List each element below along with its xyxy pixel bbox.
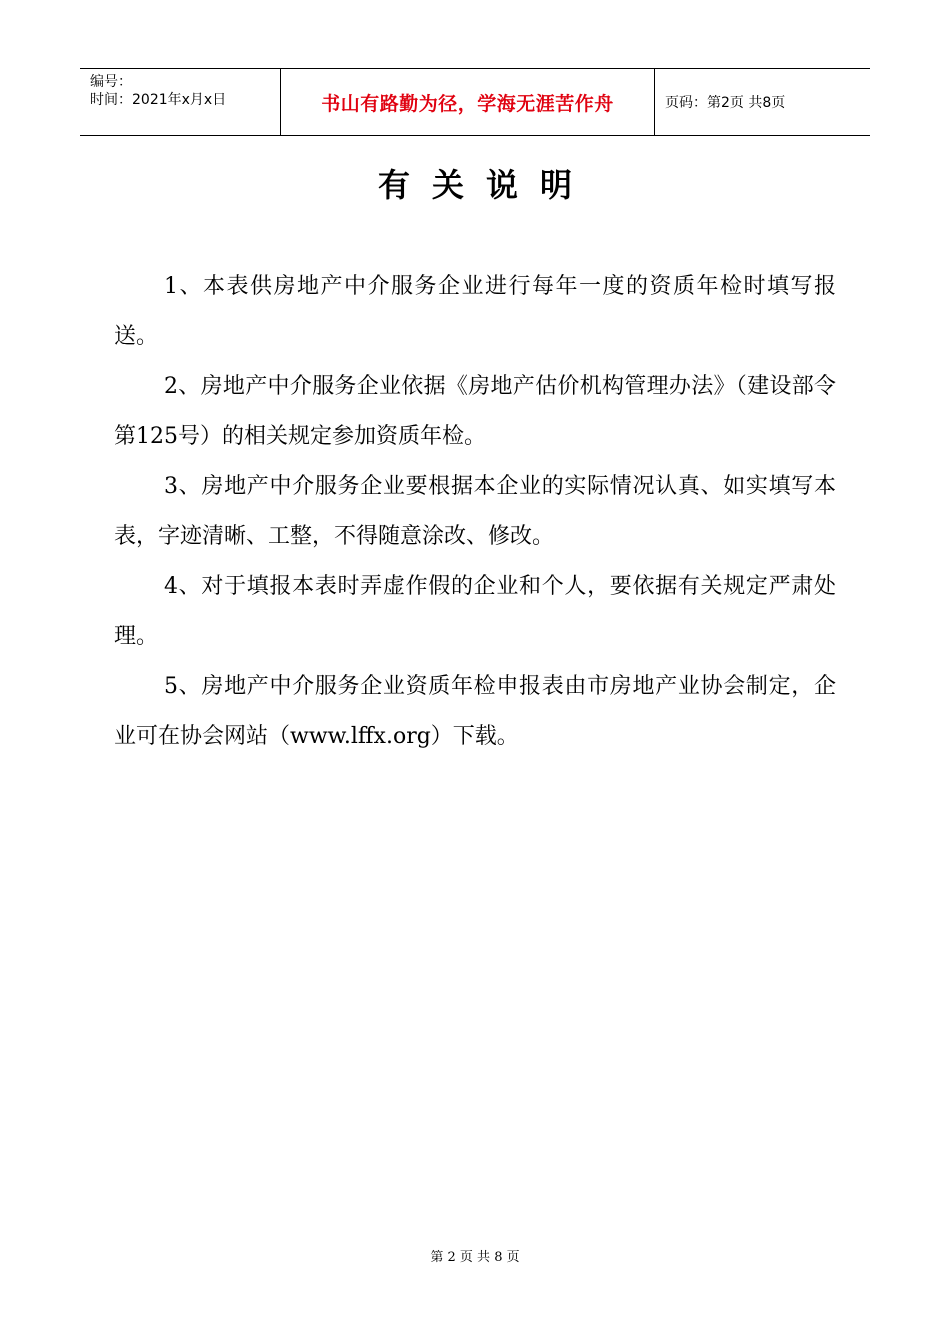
header-table [80,68,870,136]
header-motto: 书山有路勤为径，学海无涯苦作舟 [321,92,614,115]
paragraph: 1、本表供房地产中介服务企业进行每年一度的资质年检时填写报送。 [114,274,836,349]
header-motto-cell [281,69,655,135]
document-number-label: 编号： [90,74,132,90]
document-time: 时间：2021年x月x日 [90,92,227,108]
paragraph: 3、房地产中介服务企业要根据本企业的实际情况认真、如实填写本表，字迹清晰、工整，不得随意涂改、修改。 [114,474,836,549]
page-footer: 第 2 页 共 8 页 [430,1250,520,1265]
header-page-cell [655,69,870,135]
paragraph: 2、房地产中介服务企业依据《房地产估价机构管理办法》（建设部令第125号）的相关规定参加资质年检。 [114,374,836,449]
document-body [114,262,836,762]
paragraph: 4、对于填报本表时弄虚作假的企业和个人，要依据有关规定严肃处理。 [114,574,836,649]
paragraph: 5、房地产中介服务企业资质年检申报表由市房地产业协会制定，企业可在协会网站（www.lffx.org）下载。 [114,674,836,749]
header-meta-cell [80,69,281,135]
page-title: 有关说明 [377,166,594,204]
header-page-info: 页码：第2页 共8页 [665,95,786,111]
